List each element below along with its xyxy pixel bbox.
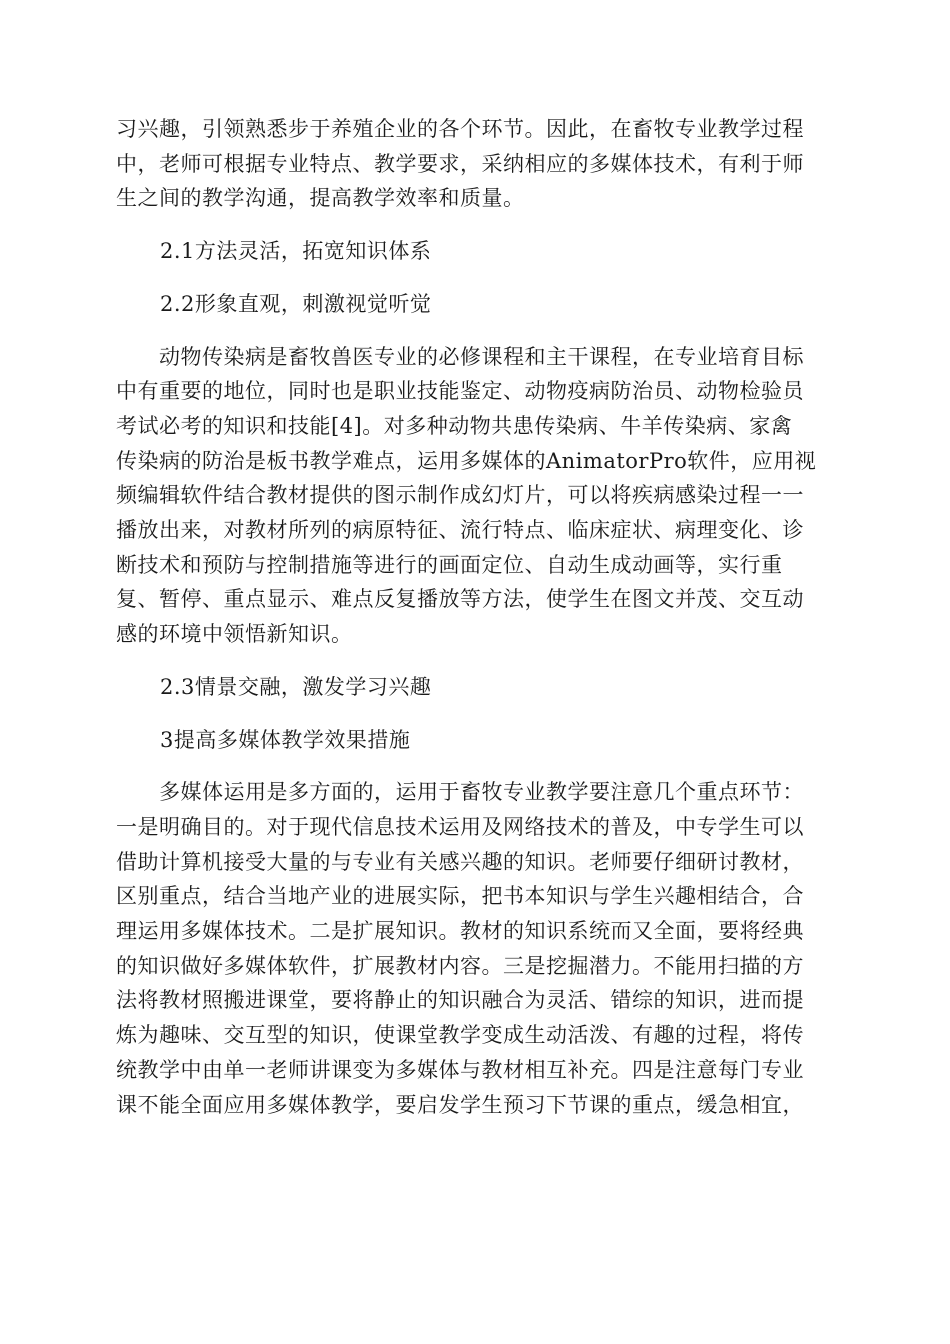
paragraph-2-2 — [116, 340, 832, 652]
paragraph-line: 断技术和预防与控制措施等进行的画面定位、自动生成动画等，实行重 — [116, 552, 783, 577]
spacer — [116, 757, 832, 775]
paragraph-line: 复、暂停、重点显示、难点反复播放等方法，使学生在图文并茂、交互动 — [116, 587, 804, 612]
paragraph-line: 理运用多媒体技术。二是扩展知识。教材的知识系统而又全面，要将经典 — [116, 919, 804, 944]
spacer — [116, 705, 832, 723]
paragraph-3 — [116, 775, 832, 1122]
spacer — [116, 652, 832, 670]
section-heading-2-1: 2.1方法灵活，拓宽知识体系 — [160, 239, 432, 264]
paragraph-line: 一是明确目的。对于现代信息技术运用及网络技术的普及，中专学生可以 — [116, 814, 804, 839]
paragraph-line: 考试必考的知识和技能[4]。对多种动物共患传染病、牛羊传染病、家禽 — [116, 413, 793, 438]
spacer — [116, 269, 832, 287]
paragraph-line: 感的环境中领悟新知识。 — [116, 622, 353, 647]
paragraph-line: 统教学中由单一老师讲课变为多媒体与教材相互补充。四是注意每门专业 — [116, 1057, 804, 1082]
paragraph-line: 生之间的教学沟通，提高教学效率和质量。 — [116, 186, 525, 211]
paragraph-line: 法将教材照搬进课堂，要将静止的知识融合为灵活、错综的知识，进而提 — [116, 988, 804, 1013]
document-page — [116, 112, 832, 1122]
paragraph-line: 借助计算机接受大量的与专业有关感兴趣的知识。老师要仔细研讨教材， — [116, 849, 804, 874]
paragraph-line: 多媒体运用是多方面的，运用于畜牧专业教学要注意几个重点环节： — [116, 780, 804, 805]
paragraph-line: 课不能全面应用多媒体教学，要启发学生预习下节课的重点，缓急相宜， — [116, 1092, 804, 1117]
spacer — [116, 216, 832, 234]
paragraph-line: 炼为趣味、交互型的知识，使课堂教学变成生动活泼、有趣的过程，将传 — [116, 1023, 804, 1048]
section-heading-2-2: 2.2形象直观，刺激视觉听觉 — [160, 291, 432, 316]
paragraph-line: 播放出来，对教材所列的病原特征、流行特点、临床症状、病理变化、诊 — [116, 518, 804, 543]
paragraph-line: 区别重点，结合当地产业的进展实际，把书本知识与学生兴趣相结合，合 — [116, 884, 804, 909]
intro-paragraph — [116, 112, 832, 216]
paragraph-line: 中有重要的地位，同时也是职业技能鉴定、动物疫病防治员、动物检验员 — [116, 379, 804, 404]
paragraph-line: 动物传染病是畜牧兽医专业的必修课程和主干课程，在专业培育目标 — [116, 344, 804, 369]
paragraph-line: 传染病的防治是板书教学难点，运用多媒体的AnimatorPro软件，应用视 — [116, 448, 817, 473]
paragraph-line: 频编辑软件结合教材提供的图示制作成幻灯片，可以将疾病感染过程一一 — [116, 483, 804, 508]
paragraph-line: 中，老师可根据专业特点、教学要求，采纳相应的多媒体技术，有利于师 — [116, 151, 804, 176]
spacer — [116, 322, 832, 340]
section-heading-2-3: 2.3情景交融，激发学习兴趣 — [160, 674, 432, 699]
paragraph-line: 的知识做好多媒体软件，扩展教材内容。三是挖掘潜力。不能用扫描的方 — [116, 953, 804, 978]
section-heading-3: 3提高多媒体教学效果措施 — [160, 727, 411, 752]
paragraph-line: 习兴趣，引领熟悉步于养殖企业的各个环节。因此，在畜牧专业教学过程 — [116, 117, 804, 141]
